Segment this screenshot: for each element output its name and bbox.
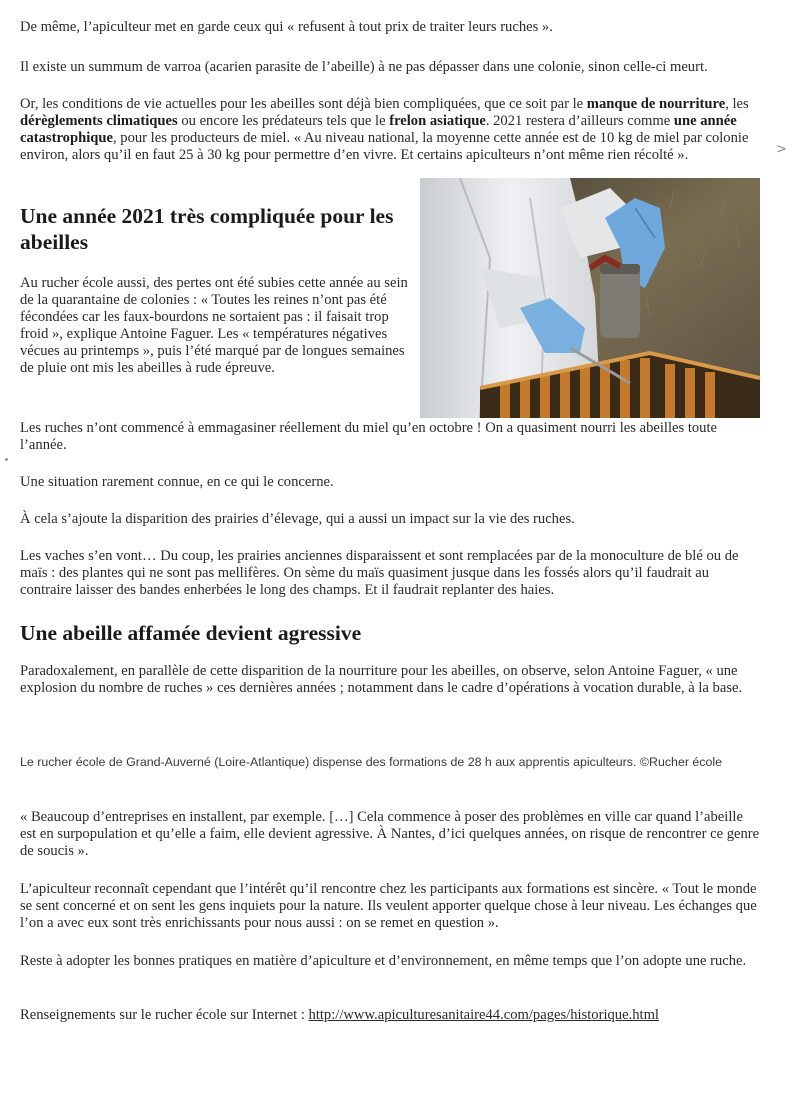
section-heading-2021: Une année 2021 très compliquée pour les abeilles (20, 204, 394, 254)
paragraph-bonnes-pratiques: Reste à adopter les bonnes pratiques en matière d’apiculture et d’environnement, en même temps que l’on adopte une ruche. (20, 953, 747, 969)
margin-arrow-mark: > (776, 142, 787, 157)
paragraph-vaches: Les vaches s’en vont… Du coup, les prairies anciennes disparaissent et sont remplacées par de la monoculture de blé ou de maïs : des plantes qui ne sont pas mellifères. On sème du maïs quasiment jusque dans les fossés alors qu’il faudrait au contraire laisser des bandes enherbées le long des champs. Et il faudrait replanter des haies. (20, 548, 739, 598)
paragraph-situation: Une situation rarement connue, en ce qui le concerne. (20, 474, 334, 490)
bold-dereglements: dérèglements climatiques (20, 113, 178, 129)
text-span: , pour les producteurs de miel. « Au niveau national, la moyenne cette année est de 10 kg de miel par colonie environ, alors qu’il en faut 25 à 30 kg pour permettre d’en vivre. Et certains apiculteurs n’ont même rien récolté ». (20, 130, 749, 163)
paragraph-paradoxe: Paradoxalement, en parallèle de cette disparition de la nourriture pour les abeilles, on observe, selon Antoine Faguer, « une explosion du nombre de ruches » ces dernières années ; notamment dans le cadre d’opérations à vocation durable, à la base. (20, 663, 743, 696)
section-heading-abeille: Une abeille affamée devient agressive (20, 621, 362, 645)
paragraph-intro-warning: De même, l’apiculteur met en garde ceux qui « refusent à tout prix de traiter leurs ruches ». (20, 19, 553, 35)
text-span: . 2021 restera d’ailleurs comme (485, 113, 674, 129)
website-link[interactable]: http://www.apiculturesanitaire44.com/pages/historique.html (308, 1007, 659, 1023)
bold-manque-nourriture: manque de nourriture (586, 96, 726, 112)
beekeeper-photo (420, 178, 760, 418)
text-span: , les (725, 96, 749, 112)
scan-speck (5, 458, 8, 461)
paragraph-participants: L’apiculteur reconnaît cependant que l’intérêt qu’il rencontre chez les participants aux formations est sincère. « Tout le monde se sent concerné et on sent les gens inquiets pour la nature. Ils veulent apporter quelque chose à leur niveau. Les échanges que l’on a avec eux sont très enrichissants pour nous aussi : on se remet en question ». (20, 881, 757, 931)
paragraph-rucher-pertes: Au rucher école aussi, des pertes ont été subies cette année au sein de la quarantaine de colonies : « Toutes les reines n’ont pas été fécondées car les faux-bourdons ne sortaient pas : il faisait trop froid », explique Antoine Faguer. Les « températures négatives vécues au printemps », puis l’été marqué par de longues semaines de pluie ont mis les abeilles à rude épreuve. (20, 275, 408, 376)
paragraph-entreprises: « Beaucoup d’entreprises en installent, par exemple. […] Cela commence à poser des problèmes en ville car quand l’abeille est en surpopulation et qu’elle a faim, elle devient agressive. À Nantes, d’ici quelques années, on risque de rencontrer ce genre de soucis ». (20, 809, 760, 859)
paragraph-conditions (20, 96, 760, 164)
photo-caption: Le rucher école de Grand-Auverné (Loire-Atlantique) dispense des formations de 28 h aux apprentis apiculteurs. ©Rucher école (20, 755, 723, 769)
text-span: ou encore les prédateurs tels que le (177, 113, 390, 129)
bold-frelon: frelon asiatique (389, 113, 486, 129)
text-span: Or, les conditions de vie actuelles pour les abeilles sont déjà bien compliquées, que ce soit par le (20, 96, 587, 112)
renseignements-label: Renseignements sur le rucher école sur Internet : (20, 1007, 309, 1023)
paragraph-varroa: Il existe un summum de varroa (acarien parasite de l’abeille) à ne pas dépasser dans une colonie, sinon celle-ci meurt. (20, 59, 708, 75)
paragraph-prairies: À cela s’ajoute la disparition des prairies d’élevage, qui a aussi un impact sur la vie des ruches. (20, 511, 575, 527)
paragraph-ruches-miel: Les ruches n’ont commencé à emmagasiner réellement du miel qu’en octobre ! On a quasiment nourri les abeilles toute l’année. (20, 420, 718, 453)
bold-annee-catastrophique: une année catastrophique (20, 113, 737, 146)
beekeeper-photo-illustration (420, 178, 760, 418)
paragraph-renseignements (20, 1007, 760, 1024)
